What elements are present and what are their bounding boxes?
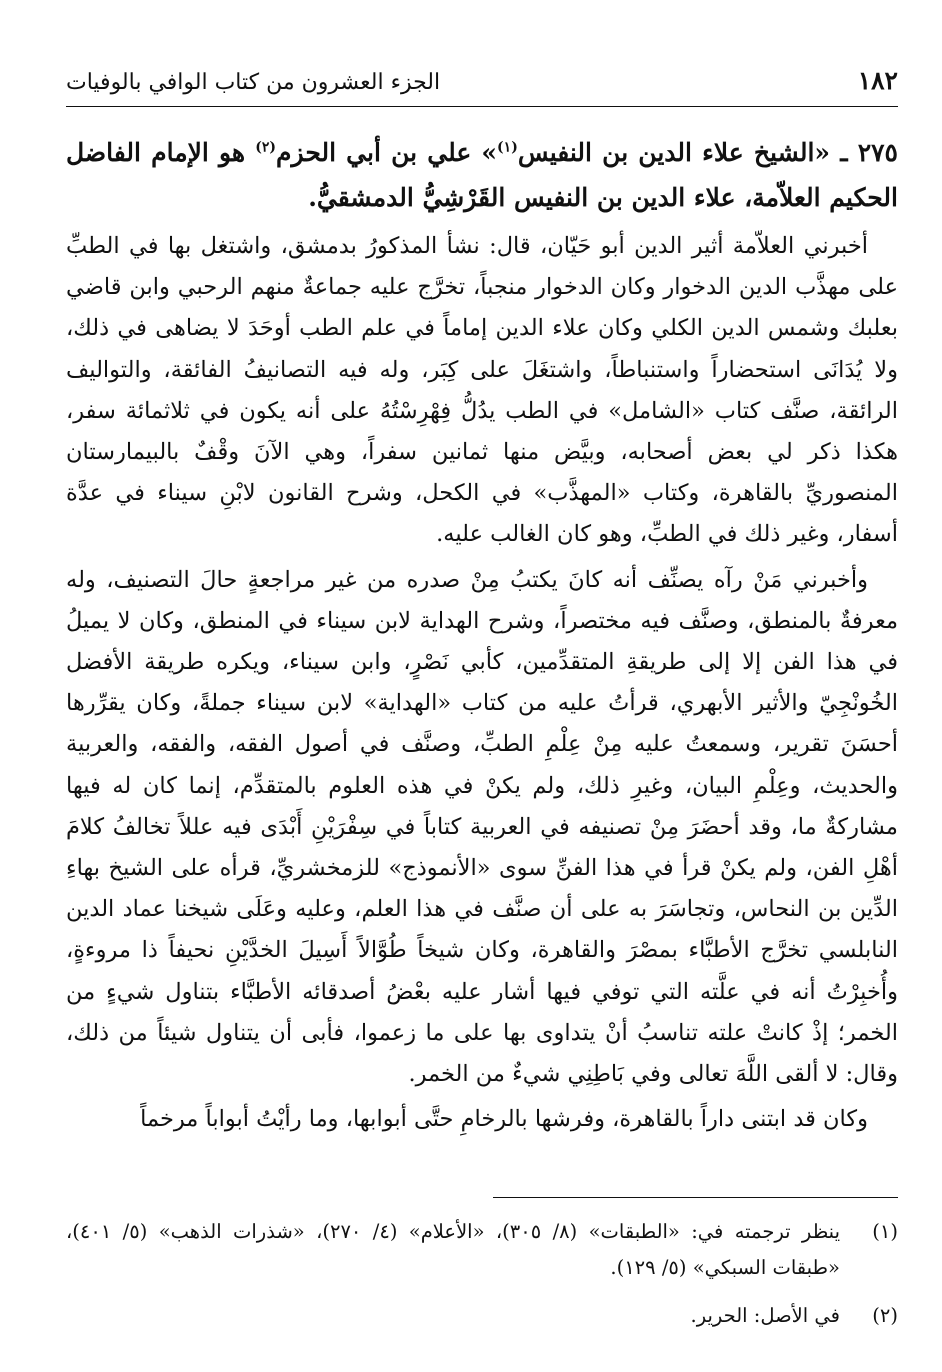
heading-part-1: ٢٧٥ ـ «الشيخ علاء الدين بن النفيس [517, 138, 898, 167]
footnote-text: ينظر ترجمته في: «الطبقات» (٨/ ٣٠٥)، «الأعلام» (٤/ ٢٧٠)، «شذرات الذهب» (٥/ ٤٠١)، «طبقات السبكي» (٥/ ١٢٩). [66, 1220, 840, 1279]
footnote-2 [66, 1298, 898, 1334]
paragraph-3: وكان قد ابتنى داراً بالقاهرة، وفرشها بالرخامِ حتَّى أبوابها، وما رأيْتُ أبواباً مرخماً [140, 1106, 868, 1133]
footnote-ref-1[interactable]: (١) [497, 139, 518, 156]
main-text [66, 130, 898, 1144]
footnotes [66, 1214, 898, 1346]
heading-part-3: هو الإمام الفاضل الحكيم العلاّمة، علاء الدين بن النفيس القَرْشِيُّ الدمشقيُّ. [66, 138, 898, 212]
running-title: الجزء العشرون من كتاب الوافي بالوفيات [66, 70, 441, 95]
page-number: ١٨٢ [857, 66, 898, 95]
footnote-ref-2[interactable]: (٢) [255, 139, 277, 156]
footnote-divider [493, 1197, 898, 1198]
heading-part-2: » علي بن أبي الحزم [276, 138, 498, 167]
footnote-number: (١) [872, 1220, 898, 1243]
page-header [66, 62, 898, 107]
paragraph-1: أخبرني العلاّمة أثير الدين أبو حَيّان، قال: نشأ المذكورُ بدمشق، واشتغل بها في الطبِّ على مهذَّب الدين الدخوار وكان الدخوار منجباً، تخرَّج عليه جماعةٌ منهم الرحبي وابن قاضي بعلبك وشمس الدين الكلي وكان علاء الدين إماماً في علم الطب أوحَدَ لا يضاهى في ذلك، ولا يُدَانَى استحضاراً واستنباطاً، واشتغَلَ على كِبَر، وله فيه التصانيفُ الفائقة، والتواليف الرائقة، صنَّف كتاب «الشامل» في الطب يدُلُّ فِهْرِسْتُهُ على أنه يكون في ثلاثمائة سفر، هكذا ذكر لي بعض أصحابه، وبيَّض منها ثمانين سفراً، وهي الآنَ وقْفٌ بالبيمارستان المنصوريِّ بالقاهرة، وكتاب «المهذَّب» في الكحل، وشرح القانون لابْنِ سيناء في عدَّة أسفار، وغير ذلك في الطبِّ، وهو كان الغالب عليه. [66, 233, 898, 548]
footnote-number: (٢) [872, 1304, 898, 1327]
footnote-text: في الأصل: الحرير. [690, 1304, 840, 1327]
entry-heading [66, 130, 898, 220]
footnote-1 [66, 1214, 898, 1286]
paragraph-2: وأخبرني مَنْ رآه يصنِّف أنه كانَ يكتبُ مِنْ صدره من غير مراجعةٍ حالَ التصنيف، وله معرفةٌ بالمنطق، وصنَّف فيه مختصراً، وشرح الهداية لابن سيناء في المنطق، وكان لا يميلُ في هذا الفن إلا إلى طريقةِ المتقدِّمين، كأبي نَصْرٍ، وابن سيناء، ويكره طريقة الأفضل الخُونْجِيّ والأثير الأبهري، قرأتُ عليه من كتاب «الهداية» لابن سيناء جملةً، وكان يقرِّرها أحسَنَ تقرير، وسمعتُ عليه مِنْ عِلْمِ الطبِّ، وصنَّف في أصول الفقه، والفقه، والعربية والحديث، وعِلْمِ البيان، وغيرِ ذلك، ولم يكنْ في هذه العلوم بالمتقدِّم، إنما كان له فيها مشاركةٌ ما، وقد أحضَرَ مِنْ تصنيفه في العربية كتاباً في سِفْرَيْنِ أَبْدَى فيه عللاً تخالفُ كلامَ أهْلِ الفن، ولم يكنْ قرأ في هذا الفنِّ سوى «الأنموذج» للزمخشريِّ، قرأه على الشيخ بهاءِ الدِّين بن النحاس، وتجاسَرَ به على أن صنَّف في هذا العلم، وعليه وعَلَى شيخنا عماد الدين النابلسي تخرَّج الأطبَّاء بمصْرَ والقاهرة، وكان شيخاً طُوَّالاً أَسِيلَ الخدَّيْنِ نحيفاً ذا مروءةٍ، وأُخبِرْتُ أنه في علَّته التي توفي فيها أشار عليه بعْضُ أصدقائه الأطبَّاء بتناول شيءٍ من الخمر؛ إذْ كانتْ علته تناسبُ أنْ يتداوى بها على ما زعموا، فأبى أن يتناول شيئاً من ذلك، وقال: لا ألقى اللَّهَ تعالى وفي بَاطِنِي شيءٌ من الخمر. [66, 566, 898, 1088]
